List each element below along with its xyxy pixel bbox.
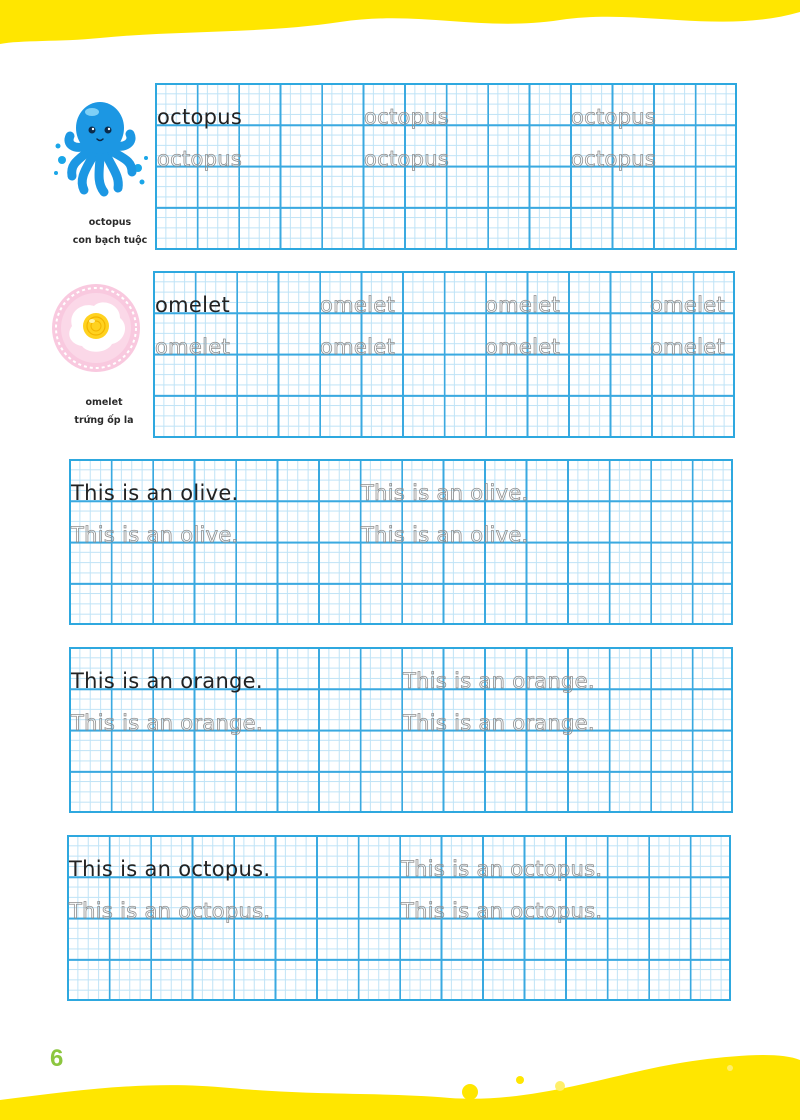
caption-english: octopus	[88, 217, 132, 228]
trace-sentence: This is an octopus.	[401, 899, 603, 923]
trace-word: octopus	[571, 147, 657, 171]
page-number: 6	[50, 1045, 64, 1072]
bottom-wave-decoration	[0, 1030, 800, 1120]
trace-word: omelet	[320, 293, 396, 317]
writing-grid-octopus	[155, 83, 737, 250]
caption-english: omelet	[85, 397, 123, 408]
trace-sentence: This is an orange.	[403, 711, 595, 735]
writing-grid-sentence-orange	[69, 647, 733, 813]
trace-sentence: This is an octopus.	[401, 857, 603, 881]
trace-word: octopus	[157, 147, 243, 171]
top-wave-decoration	[0, 0, 800, 60]
model-sentence: This is an octopus.	[69, 857, 271, 881]
writing-grid-omelet	[153, 271, 735, 438]
model-word: octopus	[157, 105, 243, 129]
trace-word: omelet	[650, 335, 726, 359]
caption-vietnamese: con bạch tuộc	[72, 235, 148, 247]
caption-vietnamese: trứng ốp la	[74, 415, 134, 427]
trace-word: octopus	[571, 105, 657, 129]
trace-word: octopus	[364, 147, 450, 171]
octopus-icon	[48, 98, 152, 198]
trace-word: omelet	[485, 335, 561, 359]
writing-grid-sentence-octopus	[67, 835, 731, 1001]
fried-egg-icon	[50, 282, 142, 374]
omelet-caption	[54, 394, 154, 430]
trace-sentence: This is an orange.	[71, 711, 263, 735]
model-word: omelet	[155, 293, 231, 317]
octopus-caption	[60, 214, 160, 250]
trace-sentence: This is an octopus.	[69, 899, 271, 923]
trace-sentence: This is an olive.	[71, 523, 239, 547]
model-sentence: This is an olive.	[71, 481, 239, 505]
trace-word: octopus	[364, 105, 450, 129]
trace-sentence: This is an olive.	[361, 481, 529, 505]
trace-word: omelet	[320, 335, 396, 359]
model-sentence: This is an orange.	[71, 669, 263, 693]
writing-grid-sentence-olive	[69, 459, 733, 625]
trace-sentence: This is an orange.	[403, 669, 595, 693]
trace-word: omelet	[650, 293, 726, 317]
trace-sentence: This is an olive.	[361, 523, 529, 547]
trace-word: omelet	[155, 335, 231, 359]
trace-word: omelet	[485, 293, 561, 317]
